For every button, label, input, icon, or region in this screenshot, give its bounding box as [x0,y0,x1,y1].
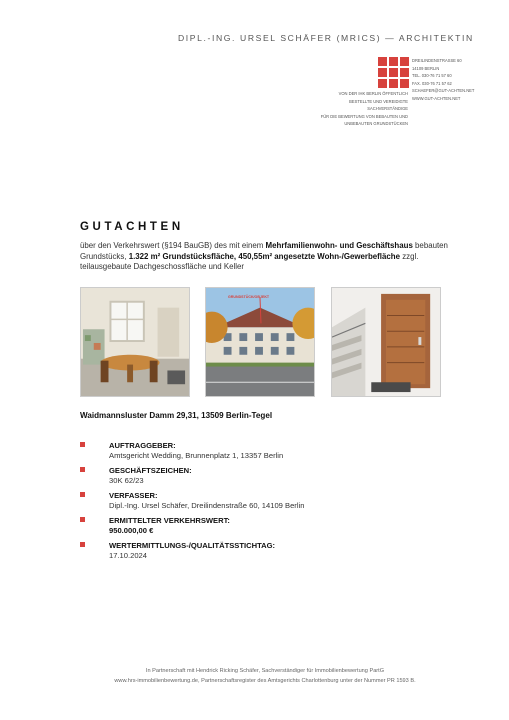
info-label: GESCHÄFTSZEICHEN: [109,466,192,475]
contact-city: 14109 BERLIN [412,65,440,71]
bullet-square-icon [80,467,85,472]
subject-building-type: Mehrfamilienwohn- und Geschäftshaus [265,241,413,250]
photo-caption: GRUNDSTÜCK/OBJEKT [228,295,270,299]
property-address: Waidmannsluster Damm 29,31, 13509 Berlin-Tegel [80,411,273,420]
info-file-number [80,466,380,491]
info-label: WERTERMITTLUNGS-/QUALITÄTSSTICHTAG: [109,541,276,550]
info-market-value [80,516,380,541]
document-subject [80,241,452,273]
logo-square [378,57,387,66]
info-label: AUFTRAGGEBER: [109,441,176,450]
logo-square [389,79,398,88]
logo-square [400,57,409,66]
expert-line: BESTELLTE UND VEREIDIGTE [349,98,408,104]
bullet-square-icon [80,442,85,447]
subject-text: über den Verkehrswert (§194 BauGB) des mit einem [80,241,266,250]
logo-square [400,79,409,88]
info-value: Amtsgericht Wedding, Brunnenplatz 1, 13357 Berlin [109,450,284,460]
info-list [80,441,380,566]
info-client [80,441,380,466]
footer-line: www.hrs-immobilienbewertung.de, Partnerschaftsregister des Amtsgerichts Charlottenburg unter der Nummer PR 1593 B. [114,677,416,684]
bullet-square-icon [80,517,85,522]
info-label: VERFASSER: [109,491,158,500]
subject-text: bebauten Grundstücks, [80,241,448,261]
info-value: 30K 62/23 [109,475,144,485]
contact-fax: FAX. 030-76 71 57 62 [412,80,452,86]
photo-building-exterior [205,287,315,397]
subject-text: zzgl. teilausgebaute Dachgeschossfläche und Keller [80,251,419,271]
info-value: Dipl.-Ing. Ursel Schäfer, Dreilindenstraße 60, 14109 Berlin [109,500,305,510]
subject-areas: 1.322 m² Grundstücksfläche, 450,55m² angesetzte Wohn-/Gewerbefläche [128,251,400,261]
contact-website: WWW.GUT-ACHTEN.NET [412,95,461,101]
expert-line: SACHVERSTÄNDIGE [367,106,408,112]
info-label: ERMITTELTER VERKEHRSWERT: [109,516,230,525]
info-value: 17.10.2024 [109,550,148,560]
logo-square [378,79,387,88]
expert-line: UNBEBAUTEN GRUNDSTÜCKEN [344,121,408,127]
expert-line: VON DER IHK BERLIN ÖFFENTLICH [338,91,408,96]
logo-square [389,68,398,77]
bullet-square-icon [80,492,85,497]
expert-credentials [290,90,408,128]
logo-square [378,68,387,77]
contact-street: DREILINDENSTRASSE 60 [412,58,462,63]
info-author [80,491,380,516]
info-value: 950.000,00 € [109,525,154,535]
page-footer [60,667,470,686]
info-valuation-date [80,541,380,566]
document-title: GUTACHTEN [80,221,184,233]
contact-phone: TEL. 030-76 71 57 60 [412,73,452,78]
logo-square [389,57,398,66]
company-logo [378,57,409,88]
photo-entrance-door [331,287,441,397]
contact-email: SCHAEFER@GUT-ACHTEN.NET [412,88,475,93]
contact-block [412,57,507,102]
expert-line: FÜR DIE BEWERTUNG VON BEBAUTEN UND [320,113,408,119]
bullet-square-icon [80,542,85,547]
footer-line: In Partnerschaft mit Hendrick Ricking Schäfer, Sachverständiger für Immobilienbewertung PartG [145,668,385,674]
logo-square [400,68,409,77]
photo-interior-dining [80,287,190,397]
letterhead-name: DIPL.-ING. URSEL SCHÄFER (MRICS) — ARCHITEKTIN [178,33,474,43]
